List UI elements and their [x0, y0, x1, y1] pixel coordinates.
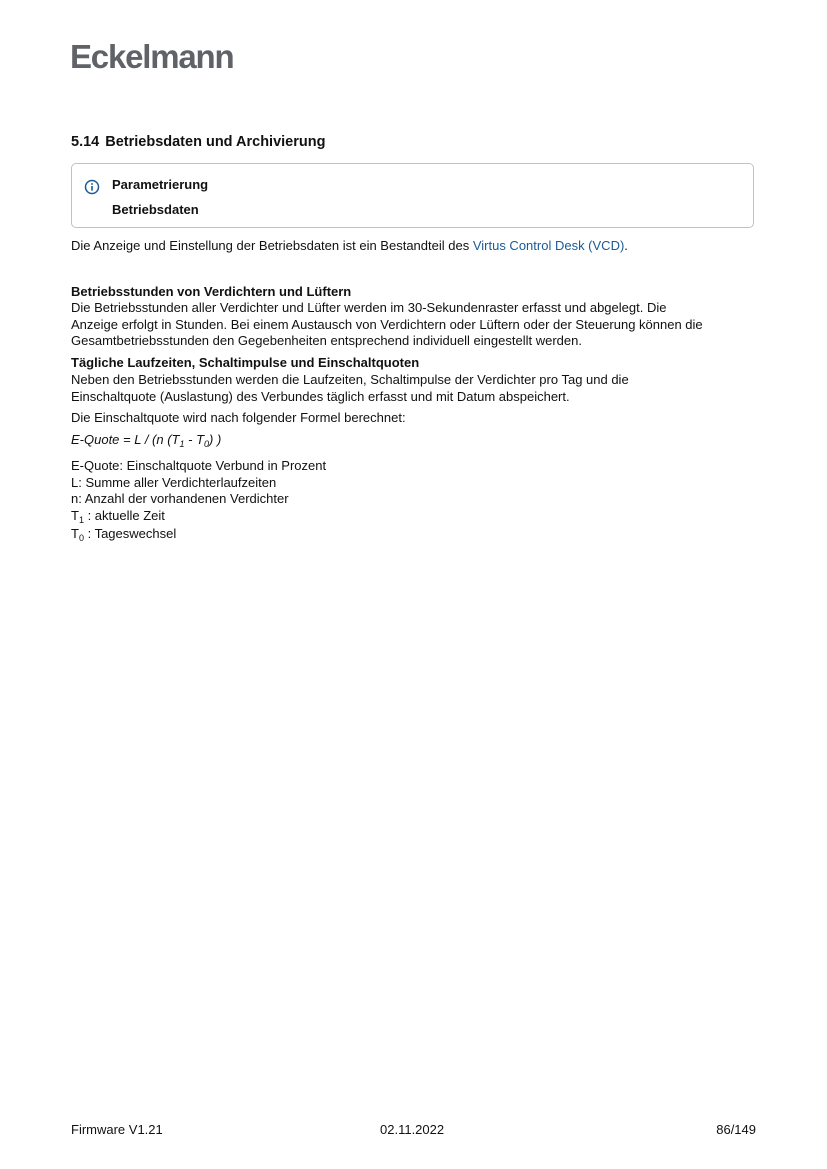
- section-number: 5.14: [71, 134, 100, 150]
- formula-sub-0: 0: [204, 439, 210, 449]
- legend-t1-sub: 1: [78, 514, 84, 525]
- daily-line-2: Einschaltquote (Auslastung) des Verbundes täglich erfasst und mit Datum abspeichert.: [71, 388, 570, 404]
- operating-hours-heading: Betriebsstunden von Verdichtern und Lüftern: [71, 284, 352, 299]
- footer-page-number: 86/149: [716, 1122, 756, 1137]
- legend-t1: [71, 508, 761, 525]
- intro-text: Die Anzeige und Einstellung der Betriebsdaten ist ein Bestandteil des: [71, 238, 473, 253]
- intro-paragraph: [71, 238, 761, 255]
- info-betriebsdaten: Betriebsdaten: [112, 202, 199, 217]
- formula-part-3: ) ): [209, 432, 222, 447]
- legend-t0-letter: T: [71, 526, 79, 541]
- legend-t1-letter: T: [71, 507, 79, 523]
- section-heading: [71, 134, 325, 150]
- formula-part-1: E-Quote = L / (n (T: [71, 432, 180, 447]
- formula-sub-1: 1: [179, 439, 185, 449]
- vcd-link[interactable]: Virtus Control Desk (VCD): [472, 238, 625, 253]
- legend-n: n: Anzahl der vorhandenen Verdichter: [71, 491, 289, 506]
- intro-text-end: .: [624, 238, 628, 253]
- legend-t1-text: : aktuelle Zeit: [83, 507, 165, 523]
- footer-firmware: Firmware V1.21: [71, 1122, 163, 1137]
- legend-t0: [71, 526, 761, 543]
- legend-t0-sub: 0: [78, 533, 84, 543]
- eckelmann-logo: Eckelmann: [70, 38, 234, 75]
- section-title: Betriebsdaten und Archivierung: [105, 134, 326, 150]
- info-box: [71, 163, 754, 228]
- daily-line-1: Neben den Betriebsstunden werden die Laufzeiten, Schaltimpulse der Verdichter pro Tag und die: [71, 372, 629, 387]
- operating-hours-line-3: Gesamtbetriebsstunden den Gegebenheiten entsprechend individuell eingestellt werden.: [71, 333, 582, 348]
- legend-l: L: Summe aller Verdichterlaufzeiten: [71, 474, 277, 490]
- formula-part-2: - T: [184, 432, 205, 447]
- info-parametrierung: Parametrierung: [112, 177, 209, 192]
- footer-date: 02.11.2022: [380, 1122, 445, 1137]
- formula: [71, 432, 761, 449]
- formula-intro: Die Einschaltquote wird nach folgender Formel berechnet:: [71, 410, 406, 425]
- info-icon: [84, 179, 100, 195]
- legend-t0-text: : Tageswechsel: [83, 526, 177, 541]
- legend-e-quote: E-Quote: Einschaltquote Verbund in Prozent: [71, 458, 327, 473]
- operating-hours-line-1: Die Betriebsstunden aller Verdichter und Lüfter werden im 30-Sekundenraster erfasst und abgelegt. Die: [71, 300, 667, 315]
- operating-hours-line-2: Anzeige erfolgt in Stunden. Bei einem Austausch von Verdichtern oder Lüftern oder der Steuerung können die: [71, 316, 703, 332]
- daily-heading: Tägliche Laufzeiten, Schaltimpulse und Einschaltquoten: [71, 355, 420, 370]
